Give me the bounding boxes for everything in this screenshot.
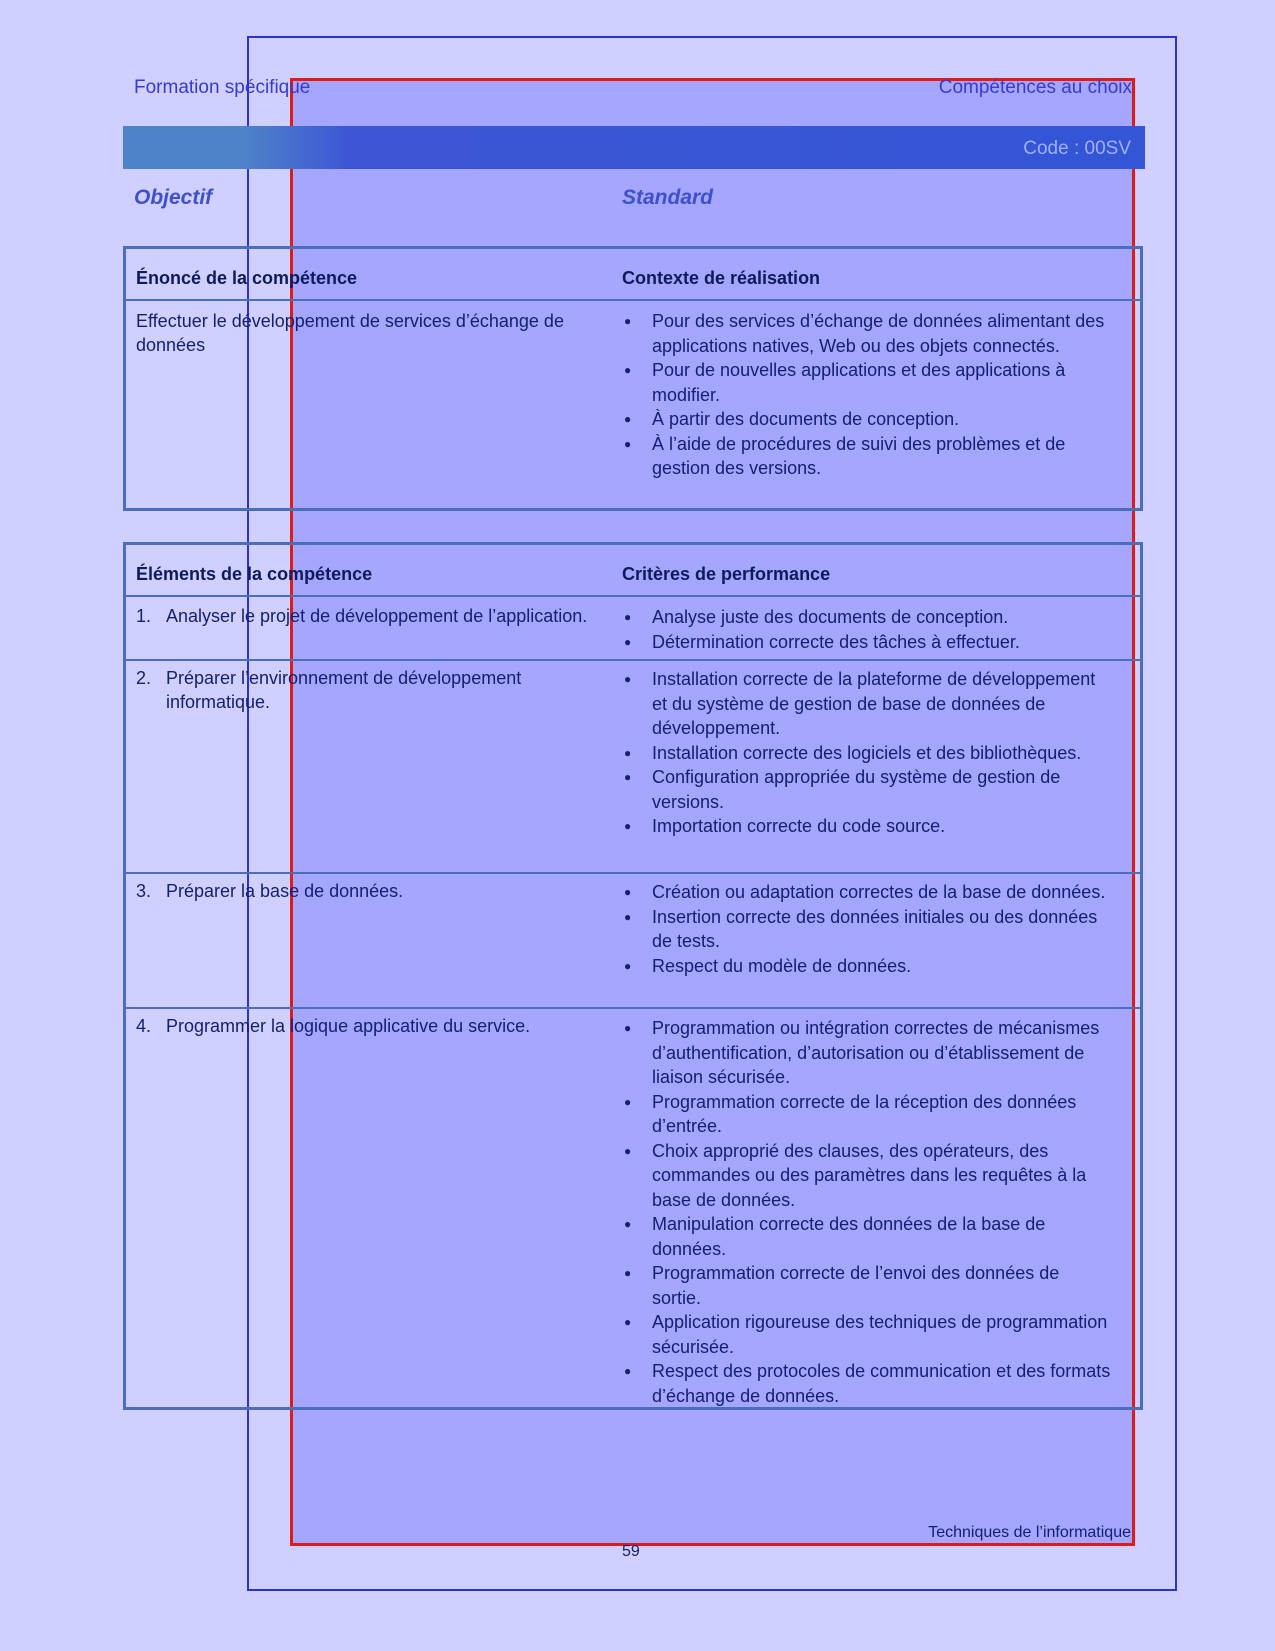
element-row-3 bbox=[136, 879, 616, 903]
element-row-4 bbox=[136, 1014, 616, 1038]
header-right: Compétences au choix bbox=[938, 77, 1132, 98]
element-text: Programmer la logique applicative du service. bbox=[166, 1016, 531, 1036]
row-divider bbox=[126, 659, 1140, 661]
criteria-list-2 bbox=[622, 667, 1112, 839]
list-item: ● Programmation correcte de l’envoi des données de sortie. bbox=[622, 1261, 1112, 1310]
header-left: Formation spécifique bbox=[134, 77, 311, 98]
context-list-wrap bbox=[622, 309, 1112, 481]
list-item: ● Analyse juste des documents de conception. bbox=[622, 605, 1112, 630]
criteria-2-wrap bbox=[622, 667, 1112, 839]
criteria-list-1 bbox=[622, 605, 1112, 654]
element-number: 1. bbox=[136, 606, 152, 626]
list-item: ● Respect du modèle de données. bbox=[622, 954, 1112, 979]
element-row-2 bbox=[136, 666, 616, 714]
list-item: ● Détermination correcte des tâches à effectuer. bbox=[622, 630, 1112, 655]
element-text: Préparer l’environnement de développement informatique. bbox=[166, 668, 522, 712]
code-banner bbox=[123, 126, 1145, 169]
competence-head-left: Énoncé de la compétence bbox=[136, 268, 358, 288]
list-item: ● Programmation ou intégration correctes de mécanismes d’authentification, d’autorisation ou d’établissement de liaison sécurisée. bbox=[622, 1016, 1112, 1090]
element-number: 4. bbox=[136, 1016, 152, 1036]
element-number: 3. bbox=[136, 881, 152, 901]
criteria-1-wrap bbox=[622, 605, 1112, 654]
criteria-list-4 bbox=[622, 1016, 1112, 1408]
context-list bbox=[622, 309, 1112, 481]
criteria-4-wrap bbox=[622, 1016, 1112, 1408]
list-item: ● Manipulation correcte des données de la base de données. bbox=[622, 1212, 1112, 1261]
row-divider bbox=[126, 872, 1140, 874]
list-item: ● Installation correcte de la plateforme de développement et du système de gestion de base de données de développement. bbox=[622, 667, 1112, 741]
competence-statement: Effectuer le développement de services d’échange de données bbox=[136, 311, 564, 355]
code-label bbox=[1023, 138, 1131, 160]
elements-head-right: Critères de performance bbox=[622, 564, 831, 584]
objective-title: Objectif bbox=[134, 186, 213, 209]
competence-table bbox=[123, 246, 1143, 511]
list-item: ● Importation correcte du code source. bbox=[622, 814, 1112, 839]
page-number: 59 bbox=[622, 1543, 640, 1560]
elements-head-left: Éléments de la compétence bbox=[136, 564, 373, 584]
criteria-3-wrap bbox=[622, 880, 1112, 978]
list-item: ● Pour des services d’échange de données alimentant des applications natives, Web ou des objets connectés. bbox=[622, 309, 1112, 358]
list-item: ● Programmation correcte de la réception des données d’entrée. bbox=[622, 1090, 1112, 1139]
elements-table bbox=[123, 542, 1143, 1410]
list-item: ● Configuration appropriée du système de gestion de versions. bbox=[622, 765, 1112, 814]
standard-title: Standard bbox=[622, 186, 714, 209]
list-item: ● Installation correcte des logiciels et des bibliothèques. bbox=[622, 741, 1112, 766]
element-text: Préparer la base de données. bbox=[166, 881, 404, 901]
list-item: ● Respect des protocoles de communication et des formats d’échange de données. bbox=[622, 1359, 1112, 1408]
list-item: ● À partir des documents de conception. bbox=[622, 407, 1112, 432]
elements-divider bbox=[126, 595, 1140, 597]
element-row-1 bbox=[136, 604, 616, 628]
row-divider bbox=[126, 1007, 1140, 1009]
code-label-text: Code : bbox=[1023, 138, 1080, 159]
list-item: ● Création ou adaptation correctes de la base de données. bbox=[622, 880, 1112, 905]
code-value: 00SV bbox=[1084, 138, 1131, 159]
competence-divider bbox=[126, 299, 1140, 301]
list-item: ● Insertion correcte des données initiales ou des données de tests. bbox=[622, 905, 1112, 954]
element-number: 2. bbox=[136, 668, 152, 688]
list-item: ● Choix approprié des clauses, des opérateurs, des commandes ou des paramètres dans les requêtes à la base de données. bbox=[622, 1139, 1112, 1213]
footer-program: Techniques de l’informatique bbox=[928, 1524, 1131, 1541]
criteria-list-3 bbox=[622, 880, 1112, 978]
list-item: ● Pour de nouvelles applications et des applications à modifier. bbox=[622, 358, 1112, 407]
list-item: ● Application rigoureuse des techniques de programmation sécurisée. bbox=[622, 1310, 1112, 1359]
list-item: ● À l’aide de procédures de suivi des problèmes et de gestion des versions. bbox=[622, 432, 1112, 481]
competence-head-right: Contexte de réalisation bbox=[622, 268, 821, 288]
element-text: Analyser le projet de développement de l’application. bbox=[166, 606, 588, 626]
